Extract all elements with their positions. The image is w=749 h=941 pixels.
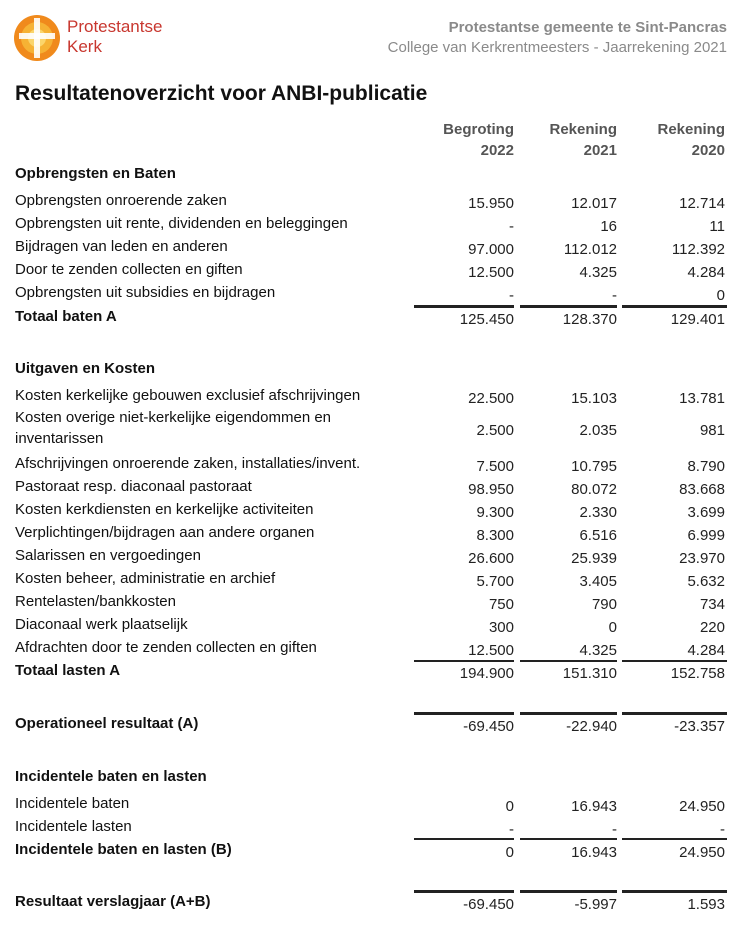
row-label: Incidentele baten en lasten (B) bbox=[15, 841, 232, 858]
value-rekening-2020: 220 bbox=[699, 619, 725, 636]
value-begroting-2022: 8.300 bbox=[476, 527, 514, 544]
logo-line-2: Kerk bbox=[67, 37, 102, 56]
total-rule bbox=[414, 660, 514, 662]
row-label: Opbrengsten onroerende zaken bbox=[15, 192, 227, 209]
row-label: Afdrachten door te zenden collecten en giften bbox=[15, 639, 317, 656]
value-begroting-2022: 22.500 bbox=[468, 390, 514, 407]
row-label: Kosten kerkdiensten en kerkelijke activiteiten bbox=[15, 501, 314, 518]
row-label: Door te zenden collecten en giften bbox=[15, 261, 243, 278]
value-begroting-2022: 0 bbox=[505, 844, 514, 861]
value-rekening-2021: - bbox=[612, 821, 617, 838]
value-rekening-2021: 16 bbox=[600, 218, 617, 235]
row-label: Operationeel resultaat (A) bbox=[15, 715, 199, 732]
total-rule bbox=[414, 305, 514, 308]
total-rule bbox=[414, 838, 514, 840]
value-rekening-2020: 112.392 bbox=[671, 241, 725, 258]
value-rekening-2021: 2.035 bbox=[579, 422, 617, 439]
value-rekening-2020: 8.790 bbox=[687, 458, 725, 475]
value-rekening-2021: 3.405 bbox=[579, 573, 617, 590]
value-rekening-2020: 12.714 bbox=[679, 195, 725, 212]
value-begroting-2022: 12.500 bbox=[468, 264, 514, 281]
value-rekening-2021: 10.795 bbox=[571, 458, 617, 475]
value-rekening-2021: -5.997 bbox=[574, 896, 617, 913]
row-label: Afschrijvingen onroerende zaken, installaties/invent. bbox=[15, 455, 361, 472]
value-rekening-2020: 24.950 bbox=[679, 844, 725, 861]
logo-line-1: Protestantse bbox=[67, 17, 163, 36]
total-rule bbox=[622, 890, 727, 893]
page-title: Resultatenoverzicht voor ANBI-publicatie bbox=[15, 82, 428, 105]
row-label: Diaconaal werk plaatselijk bbox=[15, 616, 188, 633]
value-begroting-2022: 300 bbox=[488, 619, 514, 636]
total-rule bbox=[414, 890, 514, 893]
value-begroting-2022: 26.600 bbox=[468, 550, 514, 567]
value-rekening-2020: 24.950 bbox=[679, 798, 725, 815]
value-rekening-2020: 152.758 bbox=[670, 665, 725, 682]
value-rekening-2020: 981 bbox=[699, 422, 725, 439]
total-rule bbox=[622, 712, 727, 715]
value-begroting-2022: 97.000 bbox=[468, 241, 514, 258]
value-rekening-2020: 1.593 bbox=[687, 896, 725, 913]
value-rekening-2021: 128.370 bbox=[562, 311, 617, 328]
value-rekening-2020: 23.970 bbox=[679, 550, 725, 567]
document-subtitle: College van Kerkrentmeesters - Jaarrekening 2021 bbox=[387, 39, 727, 56]
value-rekening-2020: 13.781 bbox=[679, 390, 725, 407]
value-begroting-2022: 5.700 bbox=[476, 573, 514, 590]
value-rekening-2021: -22.940 bbox=[566, 718, 617, 735]
row-label: Resultaat verslagjaar (A+B) bbox=[15, 893, 211, 910]
row-label: Incidentele lasten bbox=[15, 818, 132, 835]
value-begroting-2022: - bbox=[509, 218, 514, 235]
column-header-year: 2022 bbox=[480, 142, 514, 159]
column-header-year: 2021 bbox=[583, 142, 617, 159]
value-begroting-2022: 125.450 bbox=[459, 311, 514, 328]
value-rekening-2020: 6.999 bbox=[687, 527, 725, 544]
row-label: Kosten beheer, administratie en archief bbox=[15, 570, 276, 587]
column-header-begroting-2022 bbox=[414, 119, 514, 161]
value-begroting-2022: -69.450 bbox=[463, 896, 514, 913]
value-rekening-2021: 6.516 bbox=[579, 527, 617, 544]
column-header-rekening-2021 bbox=[517, 119, 617, 161]
row-label: Verplichtingen/bijdragen aan andere organen bbox=[15, 524, 315, 541]
value-rekening-2020: 4.284 bbox=[687, 264, 725, 281]
value-rekening-2021: 15.103 bbox=[571, 390, 617, 407]
section-heading: Opbrengsten en Baten bbox=[15, 165, 176, 182]
column-header-line: Rekening bbox=[657, 121, 725, 138]
value-rekening-2021: 16.943 bbox=[571, 798, 617, 815]
row-label: Totaal baten A bbox=[15, 308, 117, 325]
row-label: Salarissen en vergoedingen bbox=[15, 547, 201, 564]
value-rekening-2020: -23.357 bbox=[674, 718, 725, 735]
value-rekening-2021: 80.072 bbox=[571, 481, 617, 498]
row-label: Totaal lasten A bbox=[15, 662, 121, 679]
column-header-rekening-2020 bbox=[625, 119, 725, 161]
value-begroting-2022: - bbox=[509, 287, 514, 304]
value-begroting-2022: - bbox=[509, 821, 514, 838]
value-rekening-2021: 790 bbox=[591, 596, 617, 613]
section-heading: Incidentele baten en lasten bbox=[15, 768, 207, 785]
column-header-year: 2020 bbox=[691, 142, 725, 159]
column-header-line: Rekening bbox=[549, 121, 617, 138]
total-rule bbox=[622, 305, 727, 308]
value-rekening-2020: 734 bbox=[699, 596, 725, 613]
total-rule bbox=[520, 838, 617, 840]
section-heading: Uitgaven en Kosten bbox=[15, 360, 156, 377]
row-label: Kosten overige niet-kerkelijke eigendommen en inventarissen bbox=[15, 409, 332, 447]
value-rekening-2021: 2.330 bbox=[579, 504, 617, 521]
value-rekening-2021: 25.939 bbox=[571, 550, 617, 567]
total-rule bbox=[520, 305, 617, 308]
total-rule bbox=[520, 890, 617, 893]
total-rule bbox=[622, 838, 727, 840]
total-rule bbox=[414, 712, 514, 715]
value-begroting-2022: 750 bbox=[488, 596, 514, 613]
value-rekening-2020: 3.699 bbox=[687, 504, 725, 521]
value-rekening-2021: 4.325 bbox=[579, 264, 617, 281]
organization-name: Protestantse gemeente te Sint-Pancras bbox=[448, 19, 727, 36]
value-begroting-2022: 0 bbox=[505, 798, 514, 815]
value-rekening-2020: 129.401 bbox=[670, 311, 725, 328]
value-begroting-2022: 12.500 bbox=[468, 642, 514, 659]
row-label: Bijdragen van leden en anderen bbox=[15, 238, 228, 255]
value-rekening-2021: - bbox=[612, 287, 617, 304]
value-begroting-2022: 2.500 bbox=[476, 422, 514, 439]
church-logo-icon bbox=[13, 14, 61, 62]
row-label: Rentelasten/bankkosten bbox=[15, 593, 176, 610]
logo-text bbox=[67, 17, 162, 57]
value-rekening-2020: 4.284 bbox=[687, 642, 725, 659]
value-rekening-2020: 83.668 bbox=[679, 481, 725, 498]
value-rekening-2021: 12.017 bbox=[571, 195, 617, 212]
value-rekening-2020: 5.632 bbox=[687, 573, 725, 590]
value-begroting-2022: -69.450 bbox=[463, 718, 514, 735]
value-rekening-2020: - bbox=[720, 821, 725, 838]
row-label: Opbrengsten uit rente, dividenden en beleggingen bbox=[15, 215, 348, 232]
value-rekening-2021: 4.325 bbox=[579, 642, 617, 659]
logo bbox=[13, 14, 183, 64]
row-label: Incidentele baten bbox=[15, 795, 130, 812]
column-header-line: Begroting bbox=[443, 121, 514, 138]
value-rekening-2021: 16.943 bbox=[571, 844, 617, 861]
value-begroting-2022: 15.950 bbox=[468, 195, 514, 212]
value-rekening-2021: 0 bbox=[608, 619, 617, 636]
value-rekening-2021: 112.012 bbox=[563, 241, 617, 258]
row-label: Pastoraat resp. diaconaal pastoraat bbox=[15, 478, 252, 495]
value-begroting-2022: 98.950 bbox=[468, 481, 514, 498]
value-begroting-2022: 7.500 bbox=[476, 458, 514, 475]
total-rule bbox=[622, 660, 727, 662]
row-label: Kosten kerkelijke gebouwen exclusief afschrijvingen bbox=[15, 387, 361, 404]
value-begroting-2022: 9.300 bbox=[476, 504, 514, 521]
value-begroting-2022: 194.900 bbox=[459, 665, 514, 682]
document-header bbox=[388, 18, 727, 58]
total-rule bbox=[520, 712, 617, 715]
value-rekening-2021: 151.310 bbox=[562, 665, 617, 682]
value-rekening-2020: 0 bbox=[716, 287, 725, 304]
total-rule bbox=[520, 660, 617, 662]
row-label: Opbrengsten uit subsidies en bijdragen bbox=[15, 284, 276, 301]
value-rekening-2020: 11 bbox=[709, 218, 725, 235]
